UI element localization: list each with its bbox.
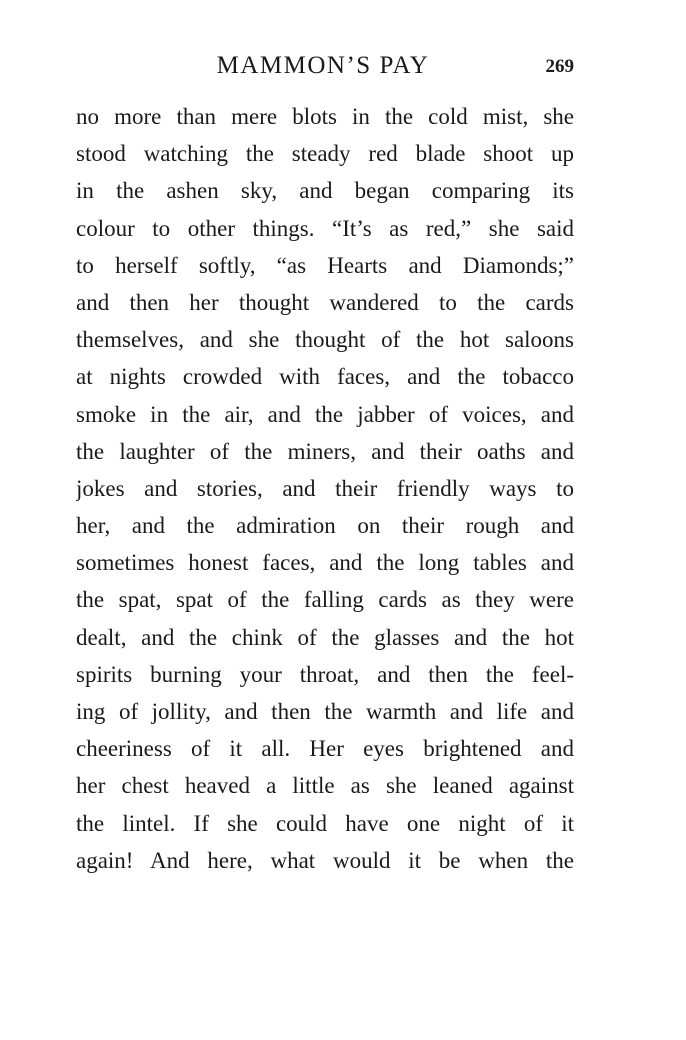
text-line: colour to other things. “It’s as red,” she said: [76, 215, 574, 241]
text-line: jokes and stories, and their friendly ways to: [76, 475, 574, 501]
running-head: [76, 50, 574, 82]
running-title-text: MAMMON’S PAY: [216, 52, 430, 79]
text-line: the spat, spat of the falling cards as they were: [76, 587, 574, 613]
text-line: themselves, and she thought of the hot saloons: [76, 327, 574, 353]
running-title: [76, 50, 574, 82]
text-line: smoke in the air, and the jabber of voices, and: [76, 401, 574, 427]
text-line: and then her thought wandered to the cards: [76, 289, 574, 315]
text-line: to herself softly, “as Hearts and Diamonds;”: [76, 252, 574, 278]
text-line: ing of jollity, and then the warmth and life and: [76, 699, 574, 724]
text-line: cheeriness of it all. Her eyes brightened and: [76, 736, 574, 762]
text-line: dealt, and the chink of the glasses and the hot: [76, 624, 574, 650]
text-line: the laughter of the miners, and their oaths and: [76, 438, 574, 464]
text-line: stood watching the steady red blade shoot up: [76, 141, 574, 167]
text-line: in the ashen sky, and began comparing its: [76, 178, 574, 204]
text-line: spirits burning your throat, and then the feel-: [76, 661, 574, 687]
text-line: at nights crowded with faces, and the tobacco: [76, 364, 574, 390]
text-line: her chest heaved a little as she leaned against: [76, 773, 574, 799]
text-line: no more than mere blots in the cold mist, she: [76, 104, 574, 129]
body-text: [76, 98, 574, 879]
text-line: her, and the admiration on their rough and: [76, 513, 574, 539]
text-line: again! And here, what would it be when the: [76, 847, 574, 873]
text-line: the lintel. If she could have one night of it: [76, 810, 574, 836]
page-number: 269: [545, 56, 574, 77]
text-line: sometimes honest faces, and the long tables and: [76, 550, 574, 576]
